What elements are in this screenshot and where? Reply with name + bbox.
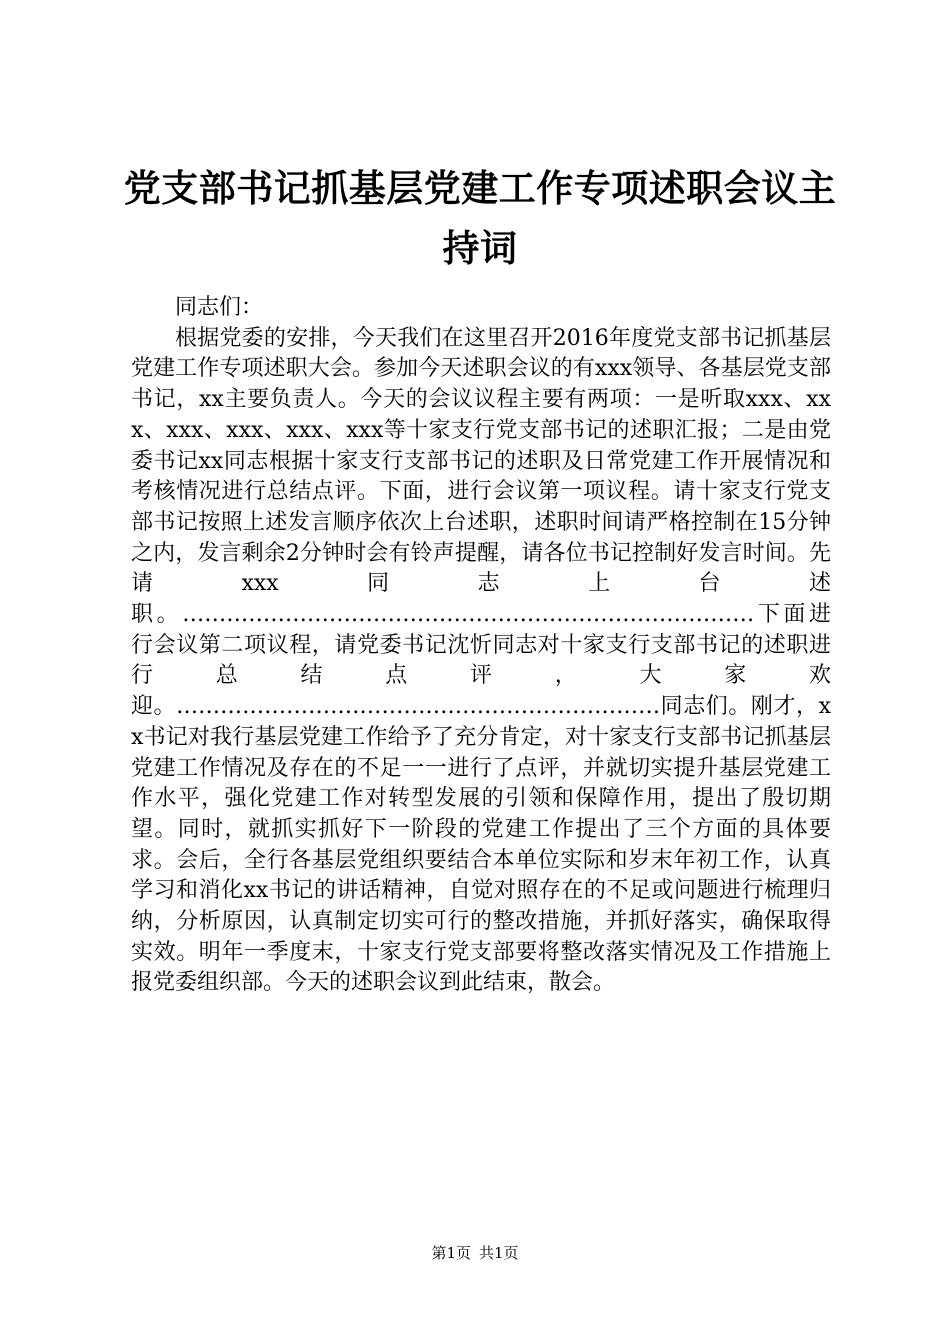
- document-body: [131, 293, 831, 999]
- document-title: 党支部书记抓基层党建工作专项述职会议主持词: [123, 166, 837, 270]
- page-number-total: 共1页: [479, 1244, 519, 1262]
- main-paragraph: 根据党委的安排，今天我们在这里召开2016年度党支部书记抓基层党建工作专项述职大会。参加今天述职会议的有xxx领导、各基层党支部书记，xx主要负责人。今天的会议议程主要有两项：一是听取xxx、xxx、xxx、xxx、xxx、xxx等十家支行党支部书记的述职汇报；二是由党委书记xx同志根据十家支行支部书记的述职及日常党建工作开展情况和考核情况进行总结点评。下面，进行会议第一项议程。请十家支行党支部书记按照上述发言顺序依次上台述职，述职时间请严格控制在15分钟之内，发言剩余2分钟时会有铃声提醒，请各位书记控制好发言时间。先请xxx同志上台述职。……………………………………………………………………下面进行会议第二项议程，请党委书记沈忻同志对十家支行支部书记的述职进行总结点评，大家欢迎。…………………………………………………………同志们。刚才，xx书记对我行基层党建工作给予了充分肯定，对十家支行支部书记抓基层党建工作情况及存在的不足一一进行了点评，并就切实提升基层党建工作水平，强化党建工作对转型发展的引领和保障作用，提出了殷切期望。同时，就抓实抓好下一阶段的党建工作提出了三个方面的具体要求。会后，全行各基层党组织要结合本单位实际和岁末年初工作，认真学习和消化xx书记的讲话精神，自觉对照存在的不足或问题进行梳理归纳，分析原因，认真制定切实可行的整改措施，并抓好落实，确保取得实效。明年一季度末，十家支行党支部要将整改落实情况及工作措施上报党委组织部。今天的述职会议到此结束，散会。: [131, 325, 831, 996]
- salutation-paragraph: 同志们：: [175, 295, 264, 320]
- page-number-current: 第1页: [431, 1244, 471, 1262]
- page-footer: [0, 1243, 950, 1263]
